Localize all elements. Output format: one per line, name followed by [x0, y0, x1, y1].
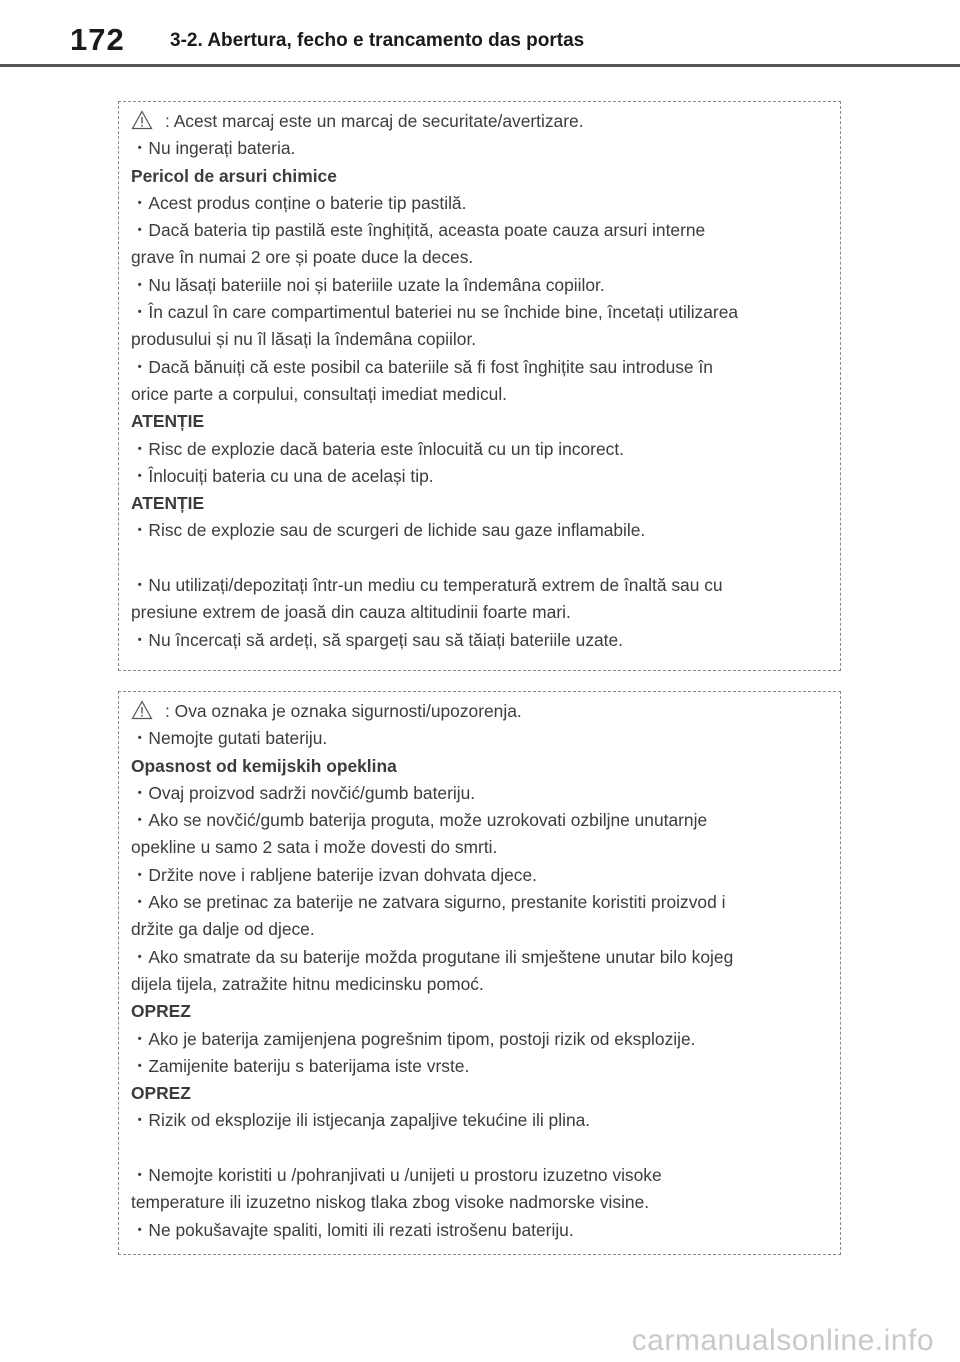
- caution-heading: ATENȚIE: [131, 493, 205, 514]
- caution-heading: ATENȚIE: [131, 411, 205, 432]
- page-number: 172: [70, 22, 125, 57]
- list-item-continued: presiune extrem de joasă din cauza altitudinii foarte mari.: [131, 602, 571, 623]
- warning-triangle-icon: [131, 700, 153, 720]
- list-item: ・Nu utilizați/depozitați într-un mediu cu temperatură extrem de înaltă sau cu: [131, 575, 723, 596]
- list-item: ・Nu încercați să ardeți, să spargeți sau să tăiați bateriile uzate.: [131, 629, 624, 650]
- caution-heading: OPREZ: [131, 1083, 191, 1104]
- footer-watermark: carmanualsonline.info: [631, 1324, 934, 1357]
- list-item-continued: dijela tijela, zatražite hitnu medicinsku pomoć.: [131, 973, 484, 994]
- list-item: ・Nemojte koristiti u /pohranjivati u /unijeti u prostoru izuzetno visoke: [131, 1165, 662, 1186]
- header-divider: [0, 64, 960, 67]
- spacer: [131, 1135, 840, 1162]
- list-item: ・Ako se novčić/gumb baterija proguta, može uzrokovati ozbiljne unutarnje: [131, 810, 708, 831]
- list-item: ・Dacă bateria tip pastilă este înghițită, aceasta poate cauza arsuri interne: [131, 220, 706, 241]
- list-item: ・Nemojte gutati bateriju.: [131, 728, 328, 749]
- romanian-warning-box: [118, 101, 841, 671]
- list-item: ・Dacă bănuiți că este posibil ca bateriile să fi fost înghițite sau introduse în: [131, 356, 713, 377]
- list-item-continued: grave în numai 2 ore și poate duce la deces.: [131, 247, 474, 268]
- list-item: ・Risc de explozie sau de scurgeri de lichide sau gaze inflamabile.: [131, 520, 646, 541]
- warning-mark-text: : Acest marcaj este un marcaj de securitate/avertizare.: [165, 111, 584, 131]
- chemical-burn-heading: Pericol de arsuri chimice: [131, 165, 337, 186]
- list-item-continued: orice parte a corpului, consultați imediat medicul.: [131, 383, 508, 404]
- list-item-continued: držite ga dalje od djece.: [131, 919, 315, 940]
- list-item: ・Acest produs conține o baterie tip pastilă.: [131, 192, 467, 213]
- warning-triangle-icon: [131, 110, 153, 130]
- list-item: ・Ne pokušavajte spaliti, lomiti ili rezati istrošenu bateriju.: [131, 1219, 574, 1240]
- list-item: ・Nu lăsați bateriile noi și bateriile uzate la îndemâna copiilor.: [131, 274, 605, 295]
- section-title: 3-2. Abertura, fecho e trancamento das portas: [170, 30, 585, 51]
- list-item-continued: produsului și nu îl lăsați la îndemâna copiilor.: [131, 329, 477, 350]
- croatian-warning-box: [118, 691, 841, 1255]
- list-item: ・Ako je baterija zamijenjena pogrešnim tipom, postoji rizik od eksplozije.: [131, 1028, 696, 1049]
- list-item: ・Risc de explozie dacă bateria este înlocuită cu un tip incorect.: [131, 438, 625, 459]
- list-item-continued: opekline u samo 2 sata i može dovesti do smrti.: [131, 837, 498, 858]
- list-item: ・Zamijenite bateriju s baterijama iste vrste.: [131, 1055, 470, 1076]
- chemical-burn-heading: Opasnost od kemijskih opeklina: [131, 755, 397, 776]
- list-item: ・Ako smatrate da su baterije možda progutane ili smještene unutar bilo kojeg: [131, 946, 734, 967]
- list-item-continued: temperature ili izuzetno niskog tlaka zbog visoke nadmorske visine.: [131, 1192, 650, 1213]
- list-item: ・Rizik od eksplozije ili istjecanja zapaljive tekućine ili plina.: [131, 1110, 591, 1131]
- list-item: ・Nu ingerați bateria.: [131, 138, 296, 159]
- page-header: [0, 0, 960, 66]
- warning-mark-line: [131, 698, 840, 725]
- list-item: ・Înlocuiți bateria cu una de același tip.: [131, 465, 434, 486]
- spacer: [131, 545, 840, 572]
- list-item: ・Držite nove i rabljene baterije izvan dohvata djece.: [131, 864, 538, 885]
- list-item: ・În cazul în care compartimentul bateriei nu se închide bine, încetați utilizarea: [131, 302, 739, 323]
- caution-heading: OPREZ: [131, 1001, 191, 1022]
- list-item: ・Ako se pretinac za baterije ne zatvara sigurno, prestanite koristiti proizvod i: [131, 892, 726, 913]
- warning-mark-line: [131, 108, 840, 135]
- list-item: ・Ovaj proizvod sadrži novčić/gumb bateriju.: [131, 782, 476, 803]
- warning-mark-text: : Ova oznaka je oznaka sigurnosti/upozorenja.: [165, 701, 522, 721]
